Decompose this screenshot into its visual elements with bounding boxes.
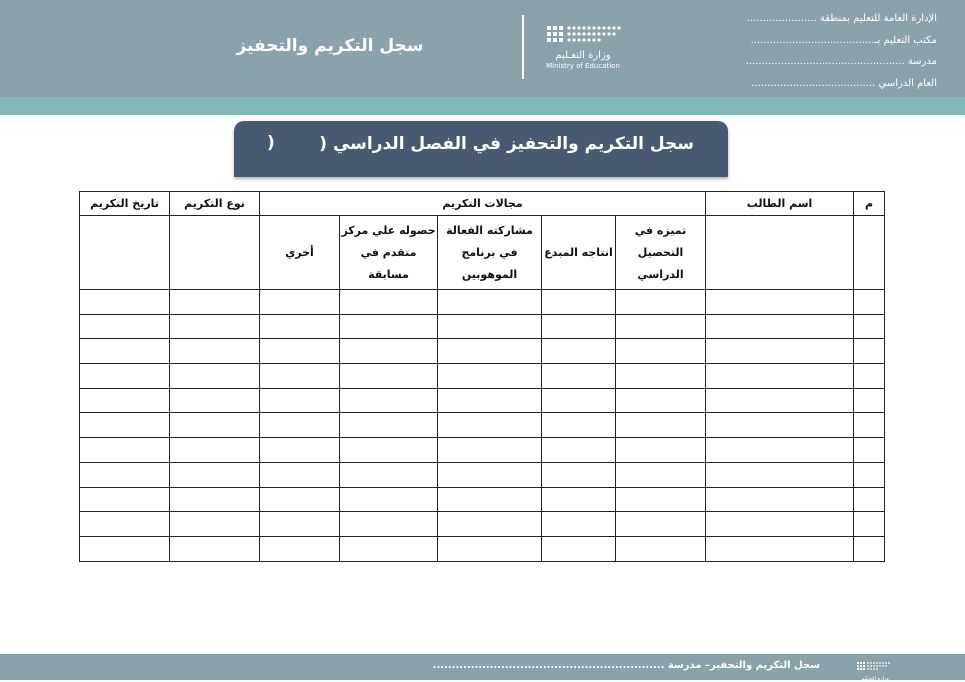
- table-cell[interactable]: [340, 364, 438, 389]
- empty-cell: [706, 216, 854, 290]
- table-cell[interactable]: [438, 339, 542, 364]
- table-cell[interactable]: [340, 290, 438, 315]
- table-cell[interactable]: [542, 536, 616, 561]
- title-box: [234, 121, 728, 177]
- table-cell[interactable]: [706, 438, 854, 463]
- table-row: [80, 339, 885, 364]
- table-cell[interactable]: [542, 314, 616, 339]
- table-cell[interactable]: [616, 536, 706, 561]
- table-cell[interactable]: [616, 512, 706, 537]
- table-row: [80, 462, 885, 487]
- school-line: مدرسة ..................................................: [745, 56, 937, 67]
- table-cell[interactable]: [170, 413, 260, 438]
- table-cell[interactable]: [80, 487, 170, 512]
- table-cell[interactable]: [80, 388, 170, 413]
- table-cell[interactable]: [170, 536, 260, 561]
- empty-cell: [170, 216, 260, 290]
- table-cell[interactable]: [854, 536, 885, 561]
- table-cell[interactable]: [706, 536, 854, 561]
- header-title: سجل التكريم والتحفيز: [236, 36, 424, 56]
- subheader-competition: حصوله علي مركز متقدم في مسابقة: [340, 216, 438, 290]
- table-cell[interactable]: [80, 462, 170, 487]
- table-row: [80, 388, 885, 413]
- table-cell[interactable]: [438, 413, 542, 438]
- table-cell[interactable]: [438, 388, 542, 413]
- page-footer: [0, 654, 965, 680]
- office-line: مكتب التعليم بـ.......................................: [750, 34, 937, 46]
- table-cell[interactable]: [340, 413, 438, 438]
- table-cell[interactable]: [706, 388, 854, 413]
- footer-logo: [855, 657, 895, 682]
- table-cell[interactable]: [542, 364, 616, 389]
- table-cell[interactable]: [80, 512, 170, 537]
- table-cell[interactable]: [260, 487, 340, 512]
- ministry-logo: [540, 22, 626, 78]
- subheader-gifted-program: مشاركته الفعالة في برنامج الموهوبين: [438, 216, 542, 290]
- table-cell[interactable]: [80, 413, 170, 438]
- table-cell[interactable]: [170, 487, 260, 512]
- table-cell[interactable]: [854, 487, 885, 512]
- table-cell[interactable]: [438, 487, 542, 512]
- school-info: [707, 8, 937, 94]
- table-cell[interactable]: [438, 364, 542, 389]
- table-cell[interactable]: [170, 314, 260, 339]
- table-cell[interactable]: [542, 462, 616, 487]
- table-cell[interactable]: [170, 364, 260, 389]
- table-cell[interactable]: [854, 462, 885, 487]
- table-cell[interactable]: [80, 339, 170, 364]
- header-row: [80, 192, 885, 216]
- table-row: [80, 512, 885, 537]
- table-row: [80, 364, 885, 389]
- region-line: الإدارة العامة للتعليم بمنطقة ......................: [746, 13, 937, 24]
- table-cell[interactable]: [616, 388, 706, 413]
- table-cell[interactable]: [542, 438, 616, 463]
- table-row: [80, 438, 885, 463]
- table-cell[interactable]: [706, 290, 854, 315]
- table-cell[interactable]: [260, 512, 340, 537]
- honor-register-table: [79, 191, 885, 562]
- table-row: [80, 314, 885, 339]
- table-cell[interactable]: [706, 314, 854, 339]
- table-cell[interactable]: [854, 512, 885, 537]
- table-cell[interactable]: [260, 536, 340, 561]
- table-cell[interactable]: [438, 290, 542, 315]
- table-cell[interactable]: [260, 364, 340, 389]
- table-cell[interactable]: [80, 314, 170, 339]
- table-cell[interactable]: [170, 339, 260, 364]
- table-cell[interactable]: [542, 290, 616, 315]
- table-cell[interactable]: [542, 512, 616, 537]
- table-cell[interactable]: [706, 339, 854, 364]
- header-honor-type: نوع التكريم: [170, 192, 260, 216]
- table-cell[interactable]: [542, 487, 616, 512]
- table-cell[interactable]: [854, 388, 885, 413]
- logo-english-text: Ministry of Education: [546, 62, 620, 70]
- footer-logo-icon: [855, 660, 895, 672]
- table-cell[interactable]: [80, 364, 170, 389]
- table-cell[interactable]: [438, 438, 542, 463]
- table-row: [80, 487, 885, 512]
- table-cell[interactable]: [706, 487, 854, 512]
- table-cell[interactable]: [706, 462, 854, 487]
- table-cell[interactable]: [340, 462, 438, 487]
- table-cell[interactable]: [260, 462, 340, 487]
- header-divider: [522, 15, 524, 79]
- subheader-other: أخري: [260, 216, 340, 290]
- header-honor-date: تاريخ التكريم: [80, 192, 170, 216]
- table-cell[interactable]: [438, 512, 542, 537]
- table-cell[interactable]: [340, 438, 438, 463]
- table-cell[interactable]: [170, 290, 260, 315]
- table-body: [80, 290, 885, 562]
- table-cell[interactable]: [170, 462, 260, 487]
- table-cell[interactable]: [340, 512, 438, 537]
- table-cell[interactable]: [854, 413, 885, 438]
- empty-cell: [854, 216, 885, 290]
- table-cell[interactable]: [616, 339, 706, 364]
- table-cell[interactable]: [340, 487, 438, 512]
- table-cell[interactable]: [542, 388, 616, 413]
- table-cell[interactable]: [616, 487, 706, 512]
- table-cell[interactable]: [542, 339, 616, 364]
- table-cell[interactable]: [340, 388, 438, 413]
- table-cell[interactable]: [340, 536, 438, 561]
- table-cell[interactable]: [260, 388, 340, 413]
- table-row: [80, 413, 885, 438]
- table-cell[interactable]: [438, 536, 542, 561]
- table-cell[interactable]: [260, 438, 340, 463]
- empty-cell: [80, 216, 170, 290]
- table-cell[interactable]: [854, 438, 885, 463]
- ministry-logo-icon: [543, 22, 623, 44]
- table-cell[interactable]: [80, 290, 170, 315]
- page-header: [0, 0, 965, 97]
- table-cell[interactable]: [706, 512, 854, 537]
- footer-text: سجل التكريم والتحفيز– مدرسة .............................................................: [432, 660, 820, 671]
- table-cell[interactable]: [706, 413, 854, 438]
- table-cell[interactable]: [80, 536, 170, 561]
- logo-arabic-text: وزارة التعـليم: [555, 50, 611, 61]
- table-cell[interactable]: [542, 413, 616, 438]
- table-cell[interactable]: [616, 290, 706, 315]
- table-cell[interactable]: [706, 364, 854, 389]
- table-cell[interactable]: [170, 388, 260, 413]
- table-cell[interactable]: [854, 314, 885, 339]
- subheader-creative-output: انتاجه المبدع: [542, 216, 616, 290]
- table-cell[interactable]: [260, 290, 340, 315]
- table-cell[interactable]: [260, 413, 340, 438]
- table-cell[interactable]: [616, 314, 706, 339]
- table-cell[interactable]: [170, 512, 260, 537]
- page-title: سجل التكريم والتحفيز في الفصل الدراسي (: [319, 134, 694, 154]
- table-cell[interactable]: [80, 438, 170, 463]
- table-cell[interactable]: [854, 364, 885, 389]
- header-num: م: [854, 192, 885, 216]
- footer-logo-text: وزارة التعـليم: [861, 676, 889, 682]
- table-cell[interactable]: [616, 364, 706, 389]
- table-cell[interactable]: [854, 339, 885, 364]
- year-line: العام الدراسي .......................................: [751, 77, 937, 89]
- table-cell[interactable]: [438, 314, 542, 339]
- table-cell[interactable]: [170, 438, 260, 463]
- table-cell[interactable]: [260, 339, 340, 364]
- table-cell[interactable]: [438, 462, 542, 487]
- table-cell[interactable]: [260, 314, 340, 339]
- table-cell[interactable]: [854, 290, 885, 315]
- table-cell[interactable]: [616, 462, 706, 487]
- header-stripe: [0, 97, 965, 115]
- header-student-name: اسم الطالب: [706, 192, 854, 216]
- table-cell[interactable]: [340, 314, 438, 339]
- semester-paren: ): [267, 133, 275, 153]
- subheader-achievement: تميزه في التحصيل الدراسي: [616, 216, 706, 290]
- header-fields: مجالات التكريم: [260, 192, 706, 216]
- table-cell[interactable]: [340, 339, 438, 364]
- table-row: [80, 536, 885, 561]
- subheader-row: [80, 216, 885, 290]
- table-cell[interactable]: [616, 413, 706, 438]
- table-row: [80, 290, 885, 315]
- table-cell[interactable]: [616, 438, 706, 463]
